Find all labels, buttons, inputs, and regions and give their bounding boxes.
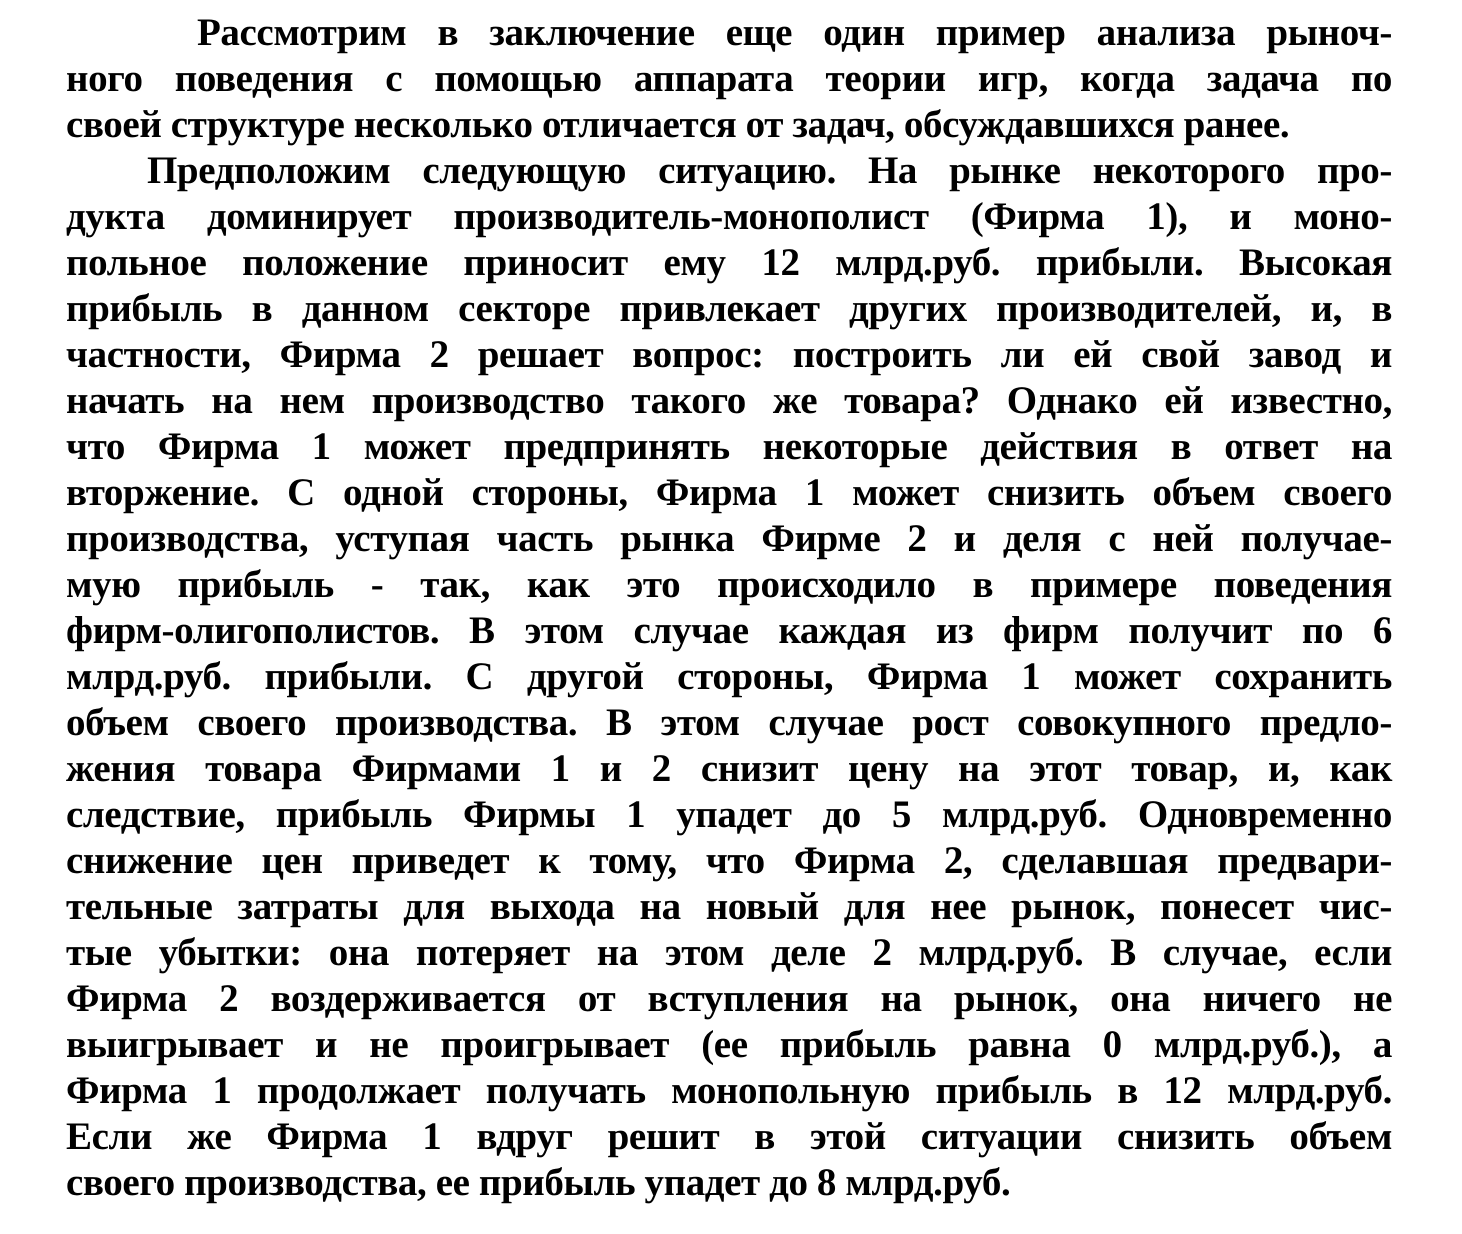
paragraph-situation: [66, 148, 1392, 1206]
text-line: частности, Фирма 2 решает вопрос: построить ли ей свой завод и: [66, 333, 1392, 376]
text-line: польное положение приносит ему 12 млрд.руб. прибыли. Высокая: [66, 241, 1392, 284]
text-line: тые убытки: она потеряет на этом деле 2 млрд.руб. В случае, если: [66, 931, 1392, 974]
text-line: жения товара Фирмами 1 и 2 снизит цену на этот товар, и, как: [66, 747, 1392, 790]
text-line: объем своего производства. В этом случае рост совокупного предло-: [66, 701, 1392, 744]
text-line: ного поведения с помощью аппарата теории игр, когда задача по: [66, 57, 1392, 100]
text-line: тельные затраты для выхода на новый для нее рынок, понесет чис-: [66, 885, 1392, 928]
document-page: [66, 10, 1392, 1206]
text-line: производства, уступая часть рынка Фирме 2 и деля с ней получае-: [66, 517, 1392, 560]
text-line: следствие, прибыль Фирмы 1 упадет до 5 млрд.руб. Одновременно: [66, 793, 1392, 836]
text-line: снижение цен приведет к тому, что Фирма 2, сделавшая предвари-: [66, 839, 1392, 882]
text-line: начать на нем производство такого же товара? Однако ей известно,: [66, 379, 1392, 422]
text-line: дукта доминирует производитель-монополист (Фирма 1), и моно-: [66, 195, 1392, 238]
text-line: Фирма 1 продолжает получать монопольную прибыль в 12 млрд.руб.: [66, 1069, 1392, 1112]
text-line: Предположим следующую ситуацию. На рынке некоторого про-: [147, 149, 1392, 192]
text-line: что Фирма 1 может предпринять некоторые действия в ответ на: [66, 425, 1392, 468]
text-line: своего производства, ее прибыль упадет до 8 млрд.руб.: [66, 1161, 1011, 1204]
text-line: мую прибыль - так, как это происходило в примере поведения: [66, 563, 1392, 606]
text-line: выигрывает и не проигрывает (ее прибыль равна 0 млрд.руб.), а: [66, 1023, 1392, 1066]
text-line: Если же Фирма 1 вдруг решит в этой ситуации снизить объем: [66, 1115, 1392, 1158]
text-line: млрд.руб. прибыли. С другой стороны, Фирма 1 может сохранить: [66, 655, 1392, 698]
text-line: прибыль в данном секторе привлекает других производителей, и, в: [66, 287, 1392, 330]
text-line: Рассмотрим в заключение еще один пример анализа рыноч-: [197, 11, 1392, 54]
paragraph-intro: [66, 10, 1392, 148]
text-line: Фирма 2 воздерживается от вступления на рынок, она ничего не: [66, 977, 1392, 1020]
text-line: своей структуре несколько отличается от задач, обсуждавшихся ранее.: [66, 103, 1290, 146]
text-line: фирм-олигополистов. В этом случае каждая из фирм получит по 6: [66, 609, 1392, 652]
text-line: вторжение. С одной стороны, Фирма 1 может снизить объем своего: [66, 471, 1392, 514]
